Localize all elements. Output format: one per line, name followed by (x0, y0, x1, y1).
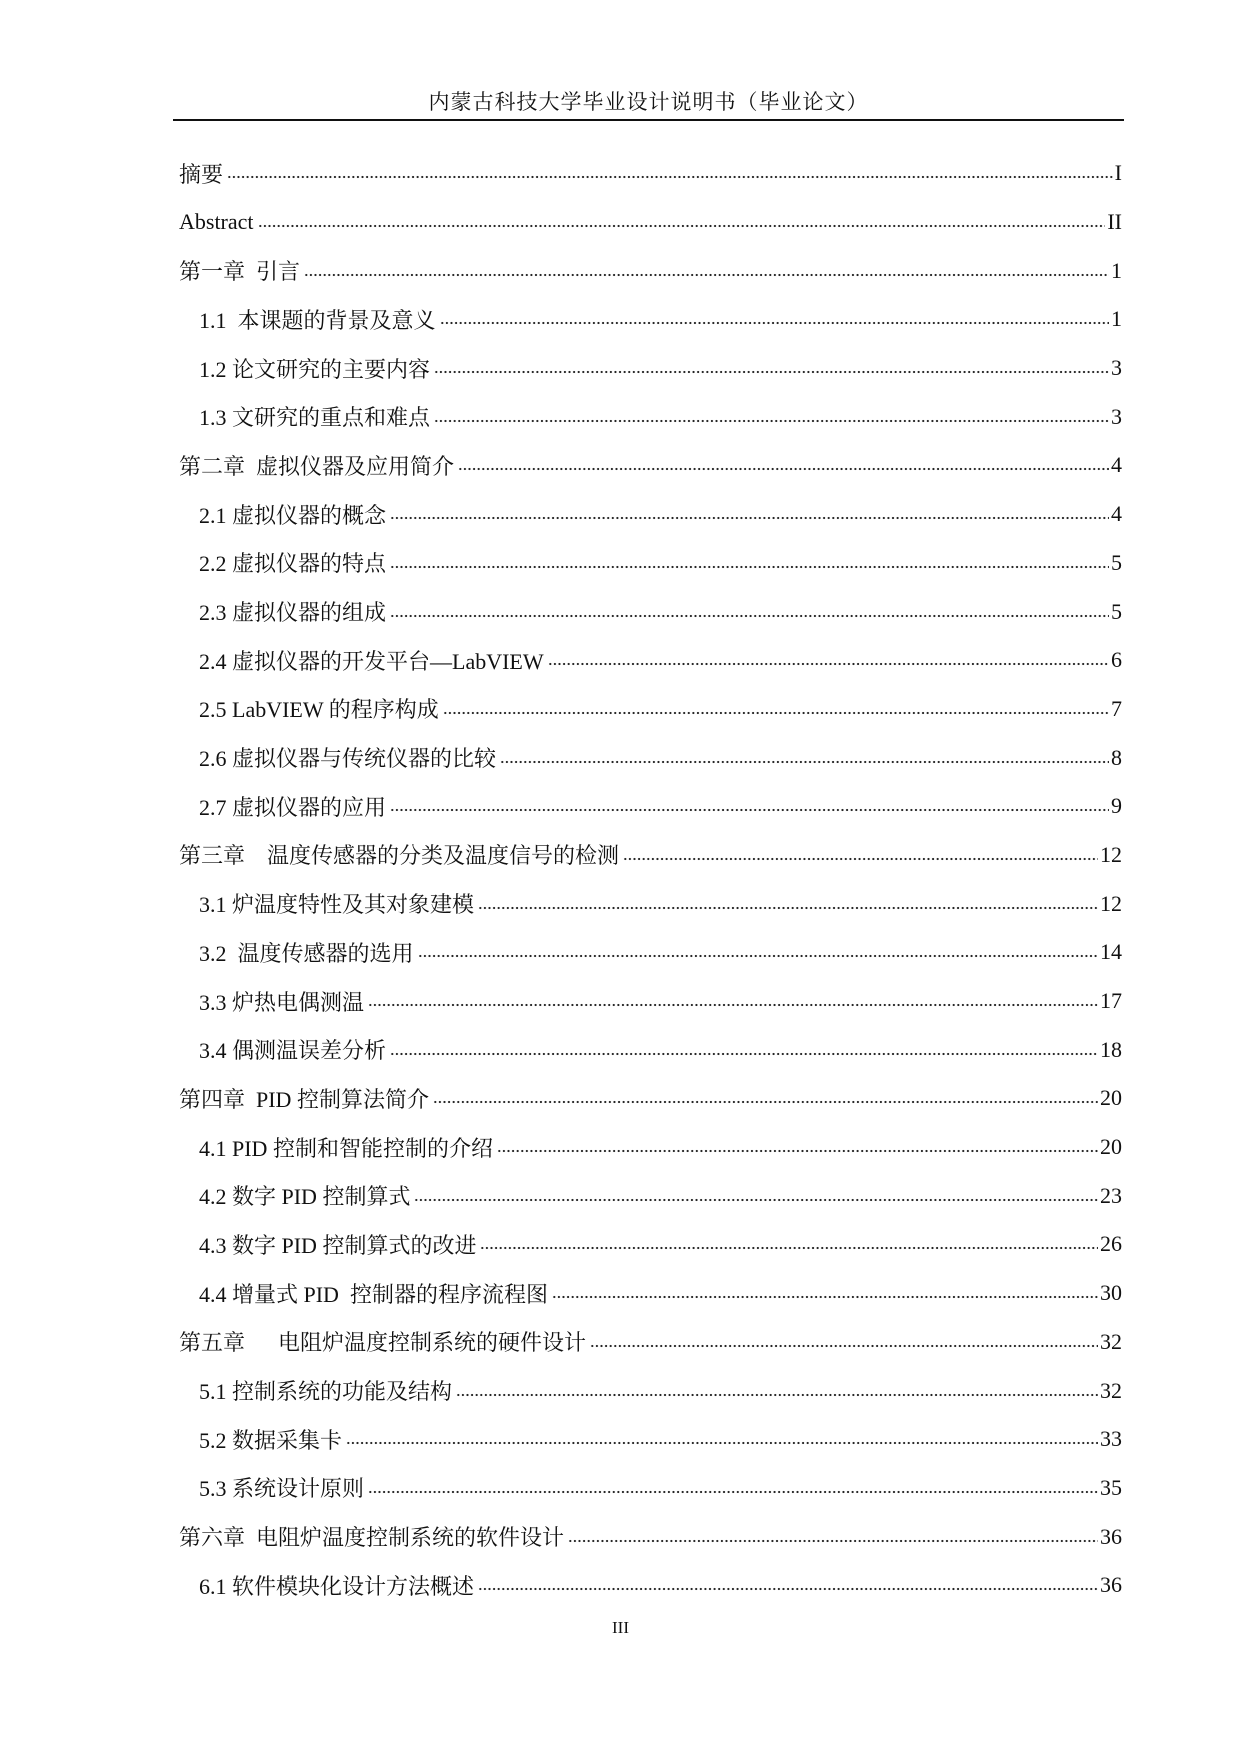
dot-leader (497, 1146, 1098, 1156)
dot-leader (227, 172, 1113, 182)
toc-entry[interactable] (179, 344, 1122, 393)
toc-entry[interactable] (179, 1025, 1122, 1074)
dot-leader (440, 318, 1109, 328)
toc-entry-page-number: 32 (1100, 1328, 1122, 1354)
toc-entry-title: 1.3 文研究的重点和难点 (199, 405, 431, 431)
toc-entry-page-number: 1 (1111, 257, 1122, 283)
toc-entry-page-number: 14 (1100, 939, 1122, 965)
toc-entry-page-number: 18 (1100, 1036, 1122, 1062)
toc-entry-page-number: 35 (1100, 1474, 1122, 1500)
toc-entry[interactable] (179, 1074, 1122, 1123)
toc-entry-page-number: 36 (1100, 1572, 1122, 1598)
dot-leader (414, 1195, 1098, 1205)
dot-leader (258, 221, 1106, 231)
table-of-contents (179, 149, 1122, 1610)
toc-entry-title: 1.1 本课题的背景及意义 (199, 307, 436, 333)
toc-entry-title: 4.2 数字 PID 控制算式 (199, 1184, 411, 1210)
toc-entry-page-number: 8 (1111, 744, 1122, 770)
toc-entry-title: 2.1 虚拟仪器的概念 (199, 502, 387, 528)
toc-entry-page-number: I (1114, 160, 1122, 186)
page-number: III (612, 1618, 629, 1637)
toc-entry-title: 2.2 虚拟仪器的特点 (199, 551, 387, 577)
dot-leader (368, 1487, 1098, 1497)
toc-entry-title: 2.5 LabVIEW 的程序构成 (199, 697, 439, 723)
toc-entry[interactable] (179, 879, 1122, 928)
toc-entry-page-number: 17 (1100, 988, 1122, 1014)
toc-entry-title: 2.6 虚拟仪器与传统仪器的比较 (199, 746, 497, 772)
toc-entry-page-number: 33 (1100, 1426, 1122, 1452)
toc-entry-page-number: 20 (1100, 1134, 1122, 1160)
toc-entry-page-number: 6 (1111, 647, 1122, 673)
toc-entry[interactable] (179, 1123, 1122, 1172)
toc-entry-title: 3.4 偶测温误差分析 (199, 1038, 387, 1064)
toc-entry-title: 6.1 软件模块化设计方法概述 (199, 1573, 475, 1599)
toc-entry-page-number: 9 (1111, 793, 1122, 819)
toc-entry-title: 第三章 温度传感器的分类及温度信号的检测 (179, 843, 620, 869)
dot-leader (568, 1536, 1098, 1546)
toc-entry-page-number: 5 (1111, 598, 1122, 624)
toc-entry[interactable] (179, 1366, 1122, 1415)
toc-entry[interactable] (179, 831, 1122, 880)
toc-entry-page-number: 12 (1100, 890, 1122, 916)
toc-entry[interactable] (179, 1512, 1122, 1561)
dot-leader (390, 1049, 1098, 1059)
toc-entry[interactable] (179, 295, 1122, 344)
dot-leader (458, 464, 1109, 474)
toc-entry[interactable] (179, 198, 1122, 247)
toc-entry-page-number: 4 (1111, 452, 1122, 478)
toc-entry-page-number: II (1107, 209, 1122, 235)
dot-leader (443, 708, 1109, 718)
toc-entry-title: 第六章 电阻炉温度控制系统的软件设计 (179, 1525, 565, 1551)
toc-entry[interactable] (179, 1561, 1122, 1610)
toc-entry-title: 第四章 PID 控制算法简介 (179, 1086, 429, 1112)
dot-leader (434, 367, 1109, 377)
dot-leader (456, 1390, 1098, 1400)
toc-entry-page-number: 20 (1100, 1085, 1122, 1111)
dot-leader (368, 1000, 1098, 1010)
dot-leader (346, 1438, 1098, 1448)
toc-entry-title: 摘要 (179, 161, 224, 187)
toc-entry-title: 2.7 虚拟仪器的应用 (199, 794, 387, 820)
toc-entry-page-number: 3 (1111, 403, 1122, 429)
dot-leader (433, 1097, 1098, 1107)
toc-entry[interactable] (179, 1318, 1122, 1367)
dot-leader (623, 854, 1098, 864)
toc-entry[interactable] (179, 246, 1122, 295)
dot-leader (390, 562, 1109, 572)
toc-entry-title: 5.1 控制系统的功能及结构 (199, 1379, 453, 1405)
dot-leader (390, 805, 1109, 815)
toc-entry[interactable] (179, 1415, 1122, 1464)
toc-entry-title: 5.3 系统设计原则 (199, 1476, 365, 1502)
dot-leader (548, 659, 1109, 669)
toc-entry[interactable] (179, 1464, 1122, 1513)
toc-entry-title: 4.3 数字 PID 控制算式的改进 (199, 1232, 477, 1258)
toc-entry-title: 3.3 炉热电偶测温 (199, 989, 365, 1015)
toc-entry[interactable] (179, 149, 1122, 198)
toc-entry[interactable] (179, 782, 1122, 831)
toc-entry-title: 2.4 虚拟仪器的开发平台—LabVIEW (199, 648, 544, 674)
dot-leader (434, 416, 1109, 426)
dot-leader (590, 1341, 1098, 1351)
toc-entry-title: 5.2 数据采集卡 (199, 1427, 343, 1453)
toc-entry-title: 第一章 引言 (179, 259, 301, 285)
dot-leader (390, 513, 1109, 523)
dot-leader (478, 1584, 1098, 1594)
toc-entry-title: 第二章 虚拟仪器及应用简介 (179, 453, 455, 479)
toc-entry-page-number: 3 (1111, 355, 1122, 381)
toc-entry-page-number: 1 (1111, 306, 1122, 332)
toc-entry-title: 4.4 增量式 PID 控制器的程序流程图 (199, 1281, 548, 1307)
toc-entry[interactable] (179, 636, 1122, 685)
toc-entry[interactable] (179, 392, 1122, 441)
toc-entry[interactable] (179, 928, 1122, 977)
toc-entry-page-number: 30 (1100, 1280, 1122, 1306)
dot-leader (390, 611, 1109, 621)
toc-entry[interactable] (179, 587, 1122, 636)
dot-leader (304, 270, 1109, 280)
toc-entry-page-number: 7 (1111, 695, 1122, 721)
running-header-title: 内蒙古科技大学毕业设计说明书（毕业论文） (428, 90, 869, 114)
toc-entry[interactable] (179, 539, 1122, 588)
toc-entry-title: 3.1 炉温度特性及其对象建模 (199, 892, 475, 918)
dot-leader (480, 1243, 1098, 1253)
toc-entry-title: Abstract (179, 209, 254, 235)
toc-entry[interactable] (179, 1171, 1122, 1220)
toc-entry-page-number: 26 (1100, 1231, 1122, 1257)
toc-entry-title: 3.2 温度传感器的选用 (199, 940, 414, 966)
dot-leader (418, 951, 1098, 961)
toc-entry[interactable] (179, 977, 1122, 1026)
toc-entry-page-number: 4 (1111, 501, 1122, 527)
toc-entry-title: 4.1 PID 控制和智能控制的介绍 (199, 1135, 493, 1161)
dot-leader (552, 1292, 1098, 1302)
toc-entry-title: 2.3 虚拟仪器的组成 (199, 600, 387, 626)
toc-entry[interactable] (179, 441, 1122, 490)
toc-entry[interactable] (179, 1269, 1122, 1318)
dot-leader (500, 757, 1109, 767)
header-rule (173, 119, 1124, 121)
toc-entry-title: 1.2 论文研究的主要内容 (199, 356, 431, 382)
toc-entry[interactable] (179, 733, 1122, 782)
toc-entry-page-number: 32 (1100, 1377, 1122, 1403)
toc-entry-page-number: 12 (1100, 841, 1122, 867)
toc-entry-title: 第五章 电阻炉温度控制系统的硬件设计 (179, 1330, 587, 1356)
toc-entry-page-number: 5 (1111, 549, 1122, 575)
toc-entry[interactable] (179, 1220, 1122, 1269)
toc-entry[interactable] (179, 490, 1122, 539)
toc-entry-page-number: 36 (1100, 1523, 1122, 1549)
toc-entry[interactable] (179, 685, 1122, 734)
dot-leader (478, 903, 1098, 913)
toc-entry-page-number: 23 (1100, 1182, 1122, 1208)
